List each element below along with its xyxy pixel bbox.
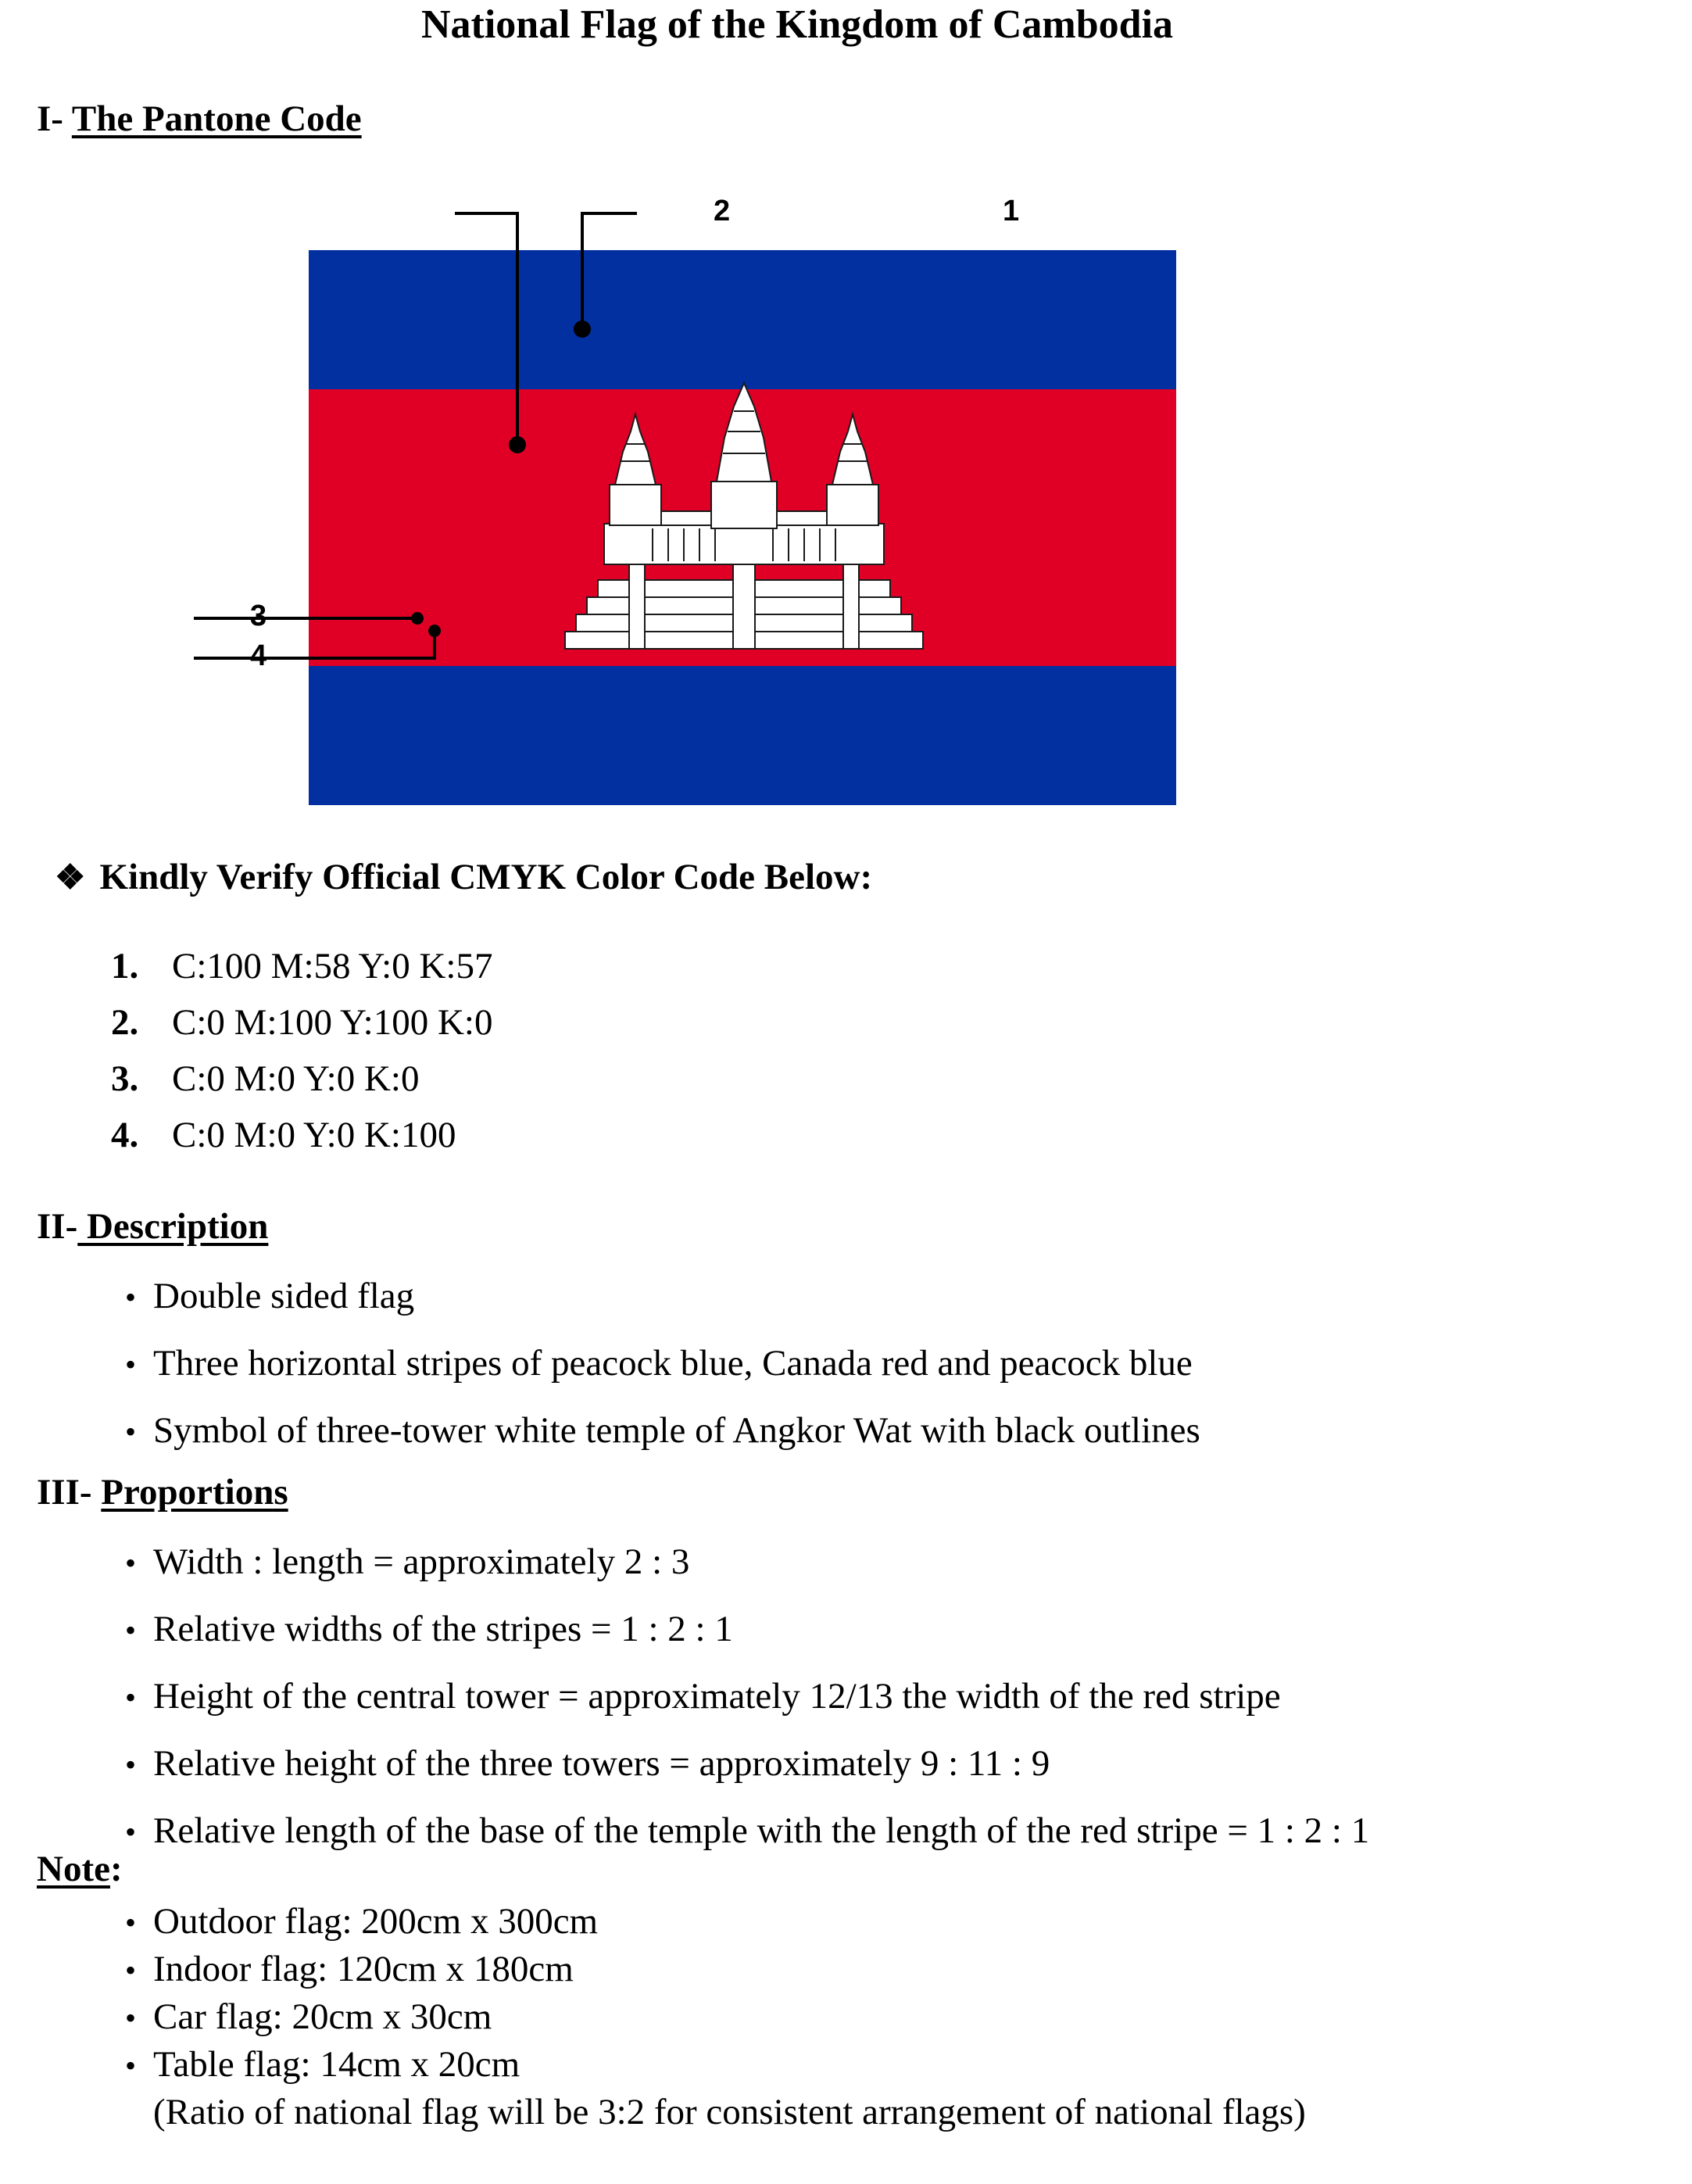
section-heading-description (37, 1205, 268, 1248)
list-item: • Height of the central tower = approximately 12/13 the width of the red stripe (125, 1663, 1369, 1730)
bullet-icon: • (125, 1680, 137, 1715)
list-item (111, 938, 492, 994)
note-label: Note (37, 1849, 110, 1889)
proportions-list (125, 1528, 1369, 1864)
cmyk-code: C:0 M:100 Y:100 K:0 (172, 1002, 493, 1043)
ratio-note: (Ratio of national flag will be 3:2 for consistent arrangement of national flags) (153, 2092, 1306, 2132)
section-heading-proportions (37, 1471, 288, 1513)
callout-dot-3 (411, 612, 424, 625)
bullet-icon: • (125, 1613, 137, 1648)
list-item: • Relative widths of the stripes = 1 : 2 : 1 (125, 1595, 1369, 1663)
callout-dot-4 (428, 625, 441, 637)
list-item (111, 994, 492, 1051)
list-item: • Table flag: 14cm x 20cm (125, 2041, 598, 2089)
callout-dot-1 (574, 320, 591, 338)
bullet-icon: • (125, 1953, 137, 1988)
description-list (125, 1262, 1200, 1464)
bullet-icon: • (125, 1280, 137, 1315)
list-item: • Relative length of the base of the temple with the length of the red stripe = 1 : 2 : 1 (125, 1797, 1369, 1864)
flag-stripe-bottom-blue (309, 666, 1176, 805)
bullet-icon: • (125, 1814, 137, 1849)
list-number: 3. (111, 1058, 139, 1099)
list-number: 4. (111, 1115, 139, 1155)
list-item: • Width : length = approximately 2 : 3 (125, 1528, 1369, 1595)
cmyk-code: C:0 M:0 Y:0 K:100 (172, 1115, 456, 1155)
list-item: • Relative height of the three towers = approximately 9 : 11 : 9 (125, 1730, 1369, 1797)
flag-stripe-top-blue (309, 250, 1176, 389)
diamond-bullet-icon: ❖ (55, 858, 86, 897)
cambodia-flag (219, 180, 1235, 821)
list-item: • Symbol of three-tower white temple of Angkor Wat with black outlines (125, 1397, 1200, 1464)
callout-number-4: 4 (250, 639, 267, 672)
bullet-icon: • (125, 1747, 137, 1782)
bullet-icon: • (125, 1545, 137, 1581)
list-item: • Double sided flag (125, 1262, 1200, 1330)
cmyk-code: C:100 M:58 Y:0 K:57 (172, 946, 493, 986)
callout-dot-2 (509, 436, 526, 453)
list-item: • Indoor flag: 120cm x 180cm (125, 1946, 598, 1993)
list-item: • Outdoor flag: 200cm x 300cm (125, 1898, 598, 1946)
section-prefix: III- (37, 1472, 92, 1513)
cmyk-heading-text: Kindly Verify Official CMYK Color Code Below: (99, 857, 873, 897)
cmyk-code-list (111, 938, 492, 1163)
list-item (111, 1051, 492, 1107)
bullet-icon: • (125, 2000, 137, 2035)
section-label: Proportions (101, 1472, 288, 1513)
section-prefix: I- (37, 98, 63, 139)
bullet-icon: • (125, 1347, 137, 1382)
callout-number-2: 2 (714, 195, 731, 227)
cmyk-heading (55, 856, 872, 898)
list-item: • Car flag: 20cm x 30cm (125, 1993, 598, 2041)
note-list (125, 1898, 598, 2089)
list-number: 1. (111, 946, 139, 986)
list-number: 2. (111, 1002, 139, 1043)
bullet-icon: • (125, 1905, 137, 1940)
section-heading-pantone (37, 98, 362, 140)
section-label: Description (86, 1206, 269, 1247)
list-item: • Three horizontal stripes of peacock blue, Canada red and peacock blue (125, 1330, 1200, 1397)
section-label: The Pantone Code (71, 98, 362, 139)
bullet-icon: • (125, 2048, 137, 2083)
cmyk-code: C:0 M:0 Y:0 K:0 (172, 1058, 420, 1099)
bullet-icon: • (125, 1414, 137, 1449)
note-colon: : (109, 1849, 123, 1889)
note-heading (37, 1848, 123, 1890)
list-item (111, 1107, 492, 1163)
page-title: National Flag of the Kingdom of Cambodia (420, 2, 1174, 47)
callout-number-1: 1 (1003, 195, 1020, 227)
flag-diagram (219, 180, 1235, 821)
callout-number-3: 3 (250, 600, 267, 632)
section-prefix: II- (37, 1206, 78, 1247)
